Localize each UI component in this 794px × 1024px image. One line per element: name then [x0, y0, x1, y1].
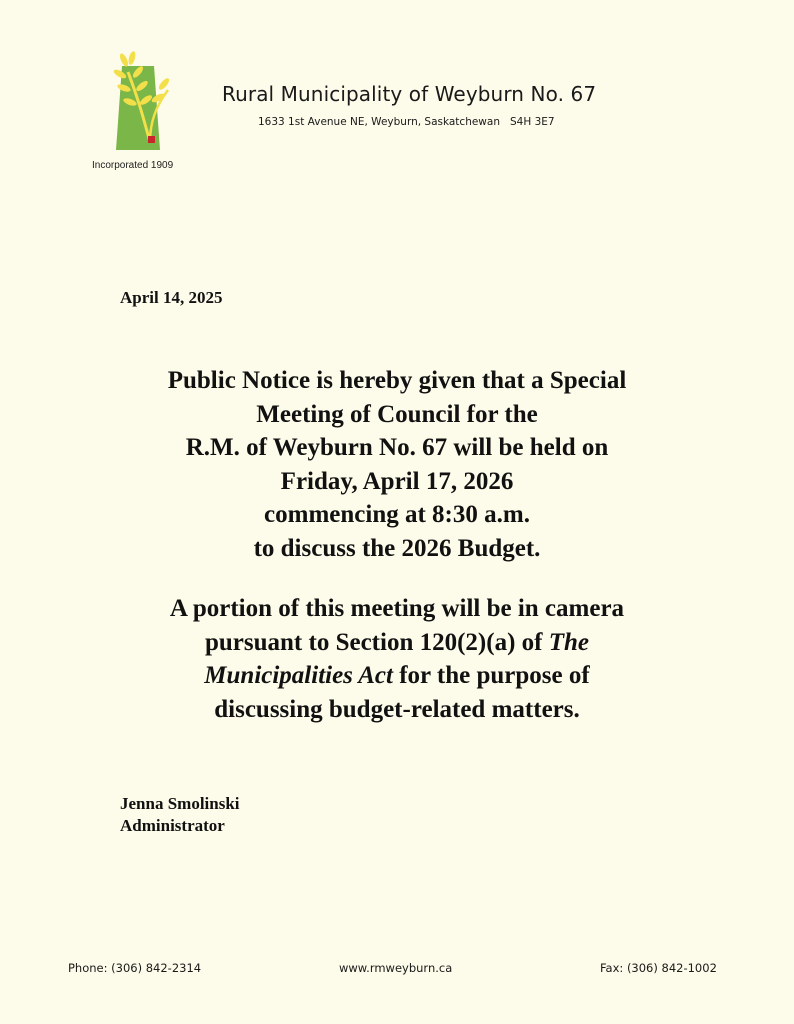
- municipality-logo-icon: [110, 50, 174, 154]
- notice-text: pursuant to Section 120(2)(a) of: [204, 628, 549, 656]
- notice-paragraph-1: [80, 364, 714, 565]
- notice-line: commencing at 8:30 a.m.: [264, 501, 530, 528]
- logo-wheat-kernel: [157, 77, 171, 92]
- notice-line: [80, 626, 714, 660]
- notice-line: discussing budget-related matters.: [214, 695, 580, 723]
- footer-phone: Phone: (306) 842-2314: [68, 961, 202, 975]
- logo-wheat-kernel: [127, 50, 136, 65]
- notice-line: A portion of this meeting will be in camera: [169, 595, 625, 622]
- footer-website: www.rmweyburn.ca: [339, 961, 453, 975]
- signatory-title: Administrator: [120, 816, 225, 835]
- notice-date: April 14, 2025: [120, 288, 223, 307]
- notice-line: Friday, April 17, 2026: [280, 467, 514, 495]
- notice-line: [80, 659, 714, 693]
- act-title-text: The: [548, 628, 590, 656]
- signatory-name: Jenna Smolinski: [120, 794, 240, 813]
- footer-fax: Fax: (306) 842-1002: [600, 961, 717, 975]
- incorporated-text: Incorporated 1909: [92, 160, 174, 171]
- notice-line: Public Notice is hereby given that a Special: [167, 367, 627, 394]
- notice-line: R.M. of Weyburn No. 67 will be held on: [185, 434, 609, 461]
- notice-paragraph-2: [80, 592, 714, 726]
- logo-red-marker: [148, 136, 155, 143]
- municipality-name: Rural Municipality of Weyburn No. 67: [222, 82, 597, 106]
- municipality-address: 1633 1st Avenue NE, Weyburn, Saskatchewan S4H 3E7: [258, 116, 555, 128]
- notice-line: to discuss the 2026 Budget.: [253, 534, 541, 562]
- logo-wheat-kernel: [118, 52, 129, 67]
- notice-text: for the purpose of: [392, 662, 590, 689]
- notice-line: Meeting of Council for the: [256, 400, 538, 428]
- signature-block: [120, 793, 240, 837]
- act-title-text: Municipalities Act: [204, 662, 393, 689]
